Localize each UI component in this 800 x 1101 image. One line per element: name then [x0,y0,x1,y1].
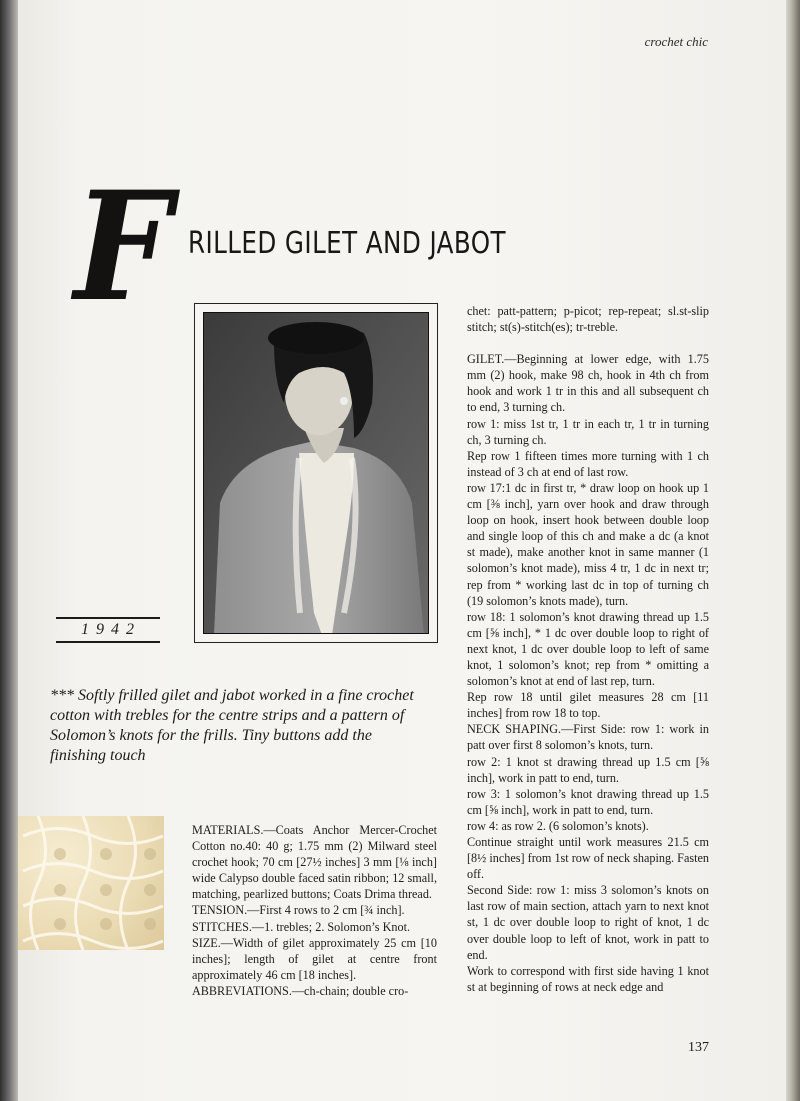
abbreviations-continued: chet: patt-pattern; p-picot; rep-repeat; sl.st-slip stitch; st(s)-stitch(es); tr-treble. [467,304,709,335]
title-drop-cap: F [74,159,172,335]
instruction-repeat-18: Rep row 18 until gilet measures 28 cm [11 inches] from row 18 to top. [467,690,709,721]
text-column-left [192,822,437,999]
photo-frame [194,303,438,643]
size-paragraph: SIZE.—Width of gilet approximately 25 cm [10 inches]; length of gilet at centre front approximately 46 cm [18 inches]. [192,935,437,982]
tension-paragraph: TENSION.—First 4 rows to 2 cm [¾ inch]. [192,903,405,918]
page-title: RILLED GILET AND JABOT [188,226,506,261]
gilet-paragraph: GILET.—Beginning at lower edge, with 1.75 mm (2) hook, make 98 ch, hook in 4th ch from hook and work 1 tr in this and all subsequent ch to end, 3 turning ch. [467,352,709,415]
year-label: 1942 [81,621,141,638]
portrait-illustration [204,313,429,634]
swatch-texture [18,816,164,950]
swatch-photo [18,816,164,950]
portrait-photo [203,312,429,634]
correspond-paragraph: Work to correspond with first side having 1 knot st at beginning of rows at neck edge and [467,963,709,994]
caption: *** Softly frilled gilet and jabot worked in a fine crochet cotton with trebles for the centre strips and a pattern of Solomon’s knots for the frills. Tiny buttons add the finishing touch [50,687,414,764]
neck-shaping-paragraph: NECK SHAPING.—First Side: row 1: work in patt over first 8 solomon’s knots, turn. [467,722,709,753]
instruction-repeat-1: Rep row 1 fifteen times more turning with 1 ch instead of 3 ch at end of last row. [467,448,709,479]
continue-paragraph: Continue straight until work measures 21.5 cm [8½ inches] from 1st row of neck shaping. Fasten off. [467,835,709,882]
text-column-right [467,303,709,995]
year-rule [56,617,160,643]
instruction-row-1: row 1: miss 1st tr, 1 tr in each tr, 1 tr in turning ch, 3 turning ch. [467,416,709,447]
abbreviations-paragraph: ABBREVIATIONS.—ch-chain; double cro- [192,983,409,998]
running-head: crochet chic [644,34,708,49]
materials-paragraph: MATERIALS.—Coats Anchor Mercer-Crochet Cotton no.40: 40 g; 1.75 mm (2) Milward steel crochet hook; 70 cm [27½ inches] 3 mm [⅛ inch] wide Calypso double faced satin ribbon; 12 small, matching, pearlized buttons; Coats Drima thread. [192,823,437,902]
neck-row-2: row 2: 1 knot st drawing thread up 1.5 cm [⅝ inch], work in patt to end, turn. [467,754,709,785]
page-edge [786,0,800,1101]
stitches-paragraph: STITCHES.—1. trebles; 2. Solomon’s Knot. [192,919,411,934]
binding-shadow [0,0,20,1101]
instruction-row-17: row 17:1 dc in first tr, * draw loop on hook up 1 cm [⅜ inch], yarn over hook and draw through loop on hook, insert hook between double loop and single loop of this ch and make a dc (a knot st made), make another knot in same manner (1 solomon’s knot made), miss 4 tr, 1 dc in next tr; rep from * working last dc in top of turning ch (19 solomon’s knots made), turn. [467,480,709,608]
neck-row-4: row 4: as row 2. (6 solomon’s knots). [467,818,649,833]
page-number: 137 [688,1040,709,1055]
second-side-paragraph: Second Side: row 1: miss 3 solomon’s knots on last row of main section, attach yarn to next knot st, 1 dc over double loop to right of knot, 1 dc over double loop to left of knot, work in patt to end. [467,883,709,962]
neck-row-3: row 3: 1 solomon’s knot drawing thread up 1.5 cm [⅝ inch], work in patt to end, turn. [467,786,709,817]
instruction-row-18: row 18: 1 solomon’s knot drawing thread up 1.5 cm [⅝ inch], * 1 dc over double loop to right of next knot, 1 dc over double loop to left of same knot, 1 solomon’s knot; rep from * omitting a solomon’s knot at end of last rep, turn. [467,609,709,689]
